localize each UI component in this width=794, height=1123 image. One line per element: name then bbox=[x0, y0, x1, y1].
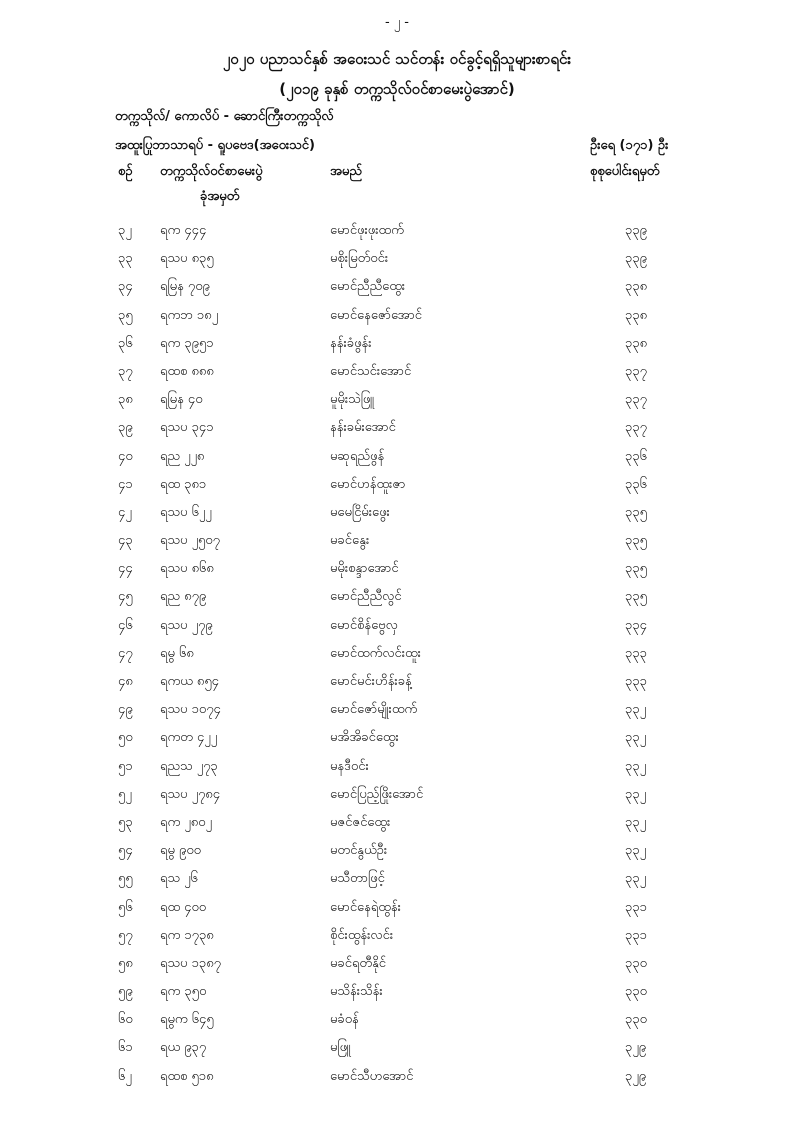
roll-number: ရညသ ၂၇၃ bbox=[160, 758, 218, 774]
row-number: ၄၁ bbox=[118, 476, 133, 492]
roll-number: ရမြန ၄၀ bbox=[160, 392, 203, 408]
roll-number: ရသပ ၁၀၇၄ bbox=[160, 702, 221, 718]
total-score: ၃၃၅ bbox=[625, 589, 647, 605]
document-subtitle: (၂၀၁၉ ခုနှစ် တက္ကသိုလ်ဝင်စာမေးပွဲအောင်) bbox=[279, 80, 515, 98]
table-row bbox=[0, 814, 794, 842]
roll-number: ရကတ ၄၂၂ bbox=[160, 730, 218, 746]
row-number: ၅၆ bbox=[118, 899, 133, 915]
roll-number: ရသပ ၂၇၉ bbox=[160, 617, 213, 633]
total-score: ၃၃၂ bbox=[625, 843, 647, 859]
table-row bbox=[0, 307, 794, 335]
table-row bbox=[0, 870, 794, 898]
total-score: ၃၃၃ bbox=[625, 674, 647, 689]
row-number: ၅၇ bbox=[118, 927, 133, 943]
student-name: မခင်နွေး bbox=[330, 533, 370, 549]
row-number: ၅၅ bbox=[118, 871, 133, 887]
roll-number: ရသပ ၃၄၁ bbox=[160, 420, 214, 436]
row-number: ၆၀ bbox=[118, 1012, 133, 1028]
row-number: ၄၉ bbox=[118, 702, 133, 718]
roll-number: ရည ၂၂၈ bbox=[160, 448, 205, 464]
row-number: ၄၇ bbox=[118, 645, 133, 661]
total-score: ၃၃၈ bbox=[625, 279, 648, 295]
total-score: ၃၃၂ bbox=[625, 786, 647, 802]
results-table bbox=[0, 222, 794, 1096]
row-number: ၅၈ bbox=[118, 955, 133, 971]
table-row bbox=[0, 448, 794, 476]
table-row bbox=[0, 335, 794, 363]
student-name: မသီတာဖြင့် bbox=[330, 871, 385, 887]
table-row bbox=[0, 786, 794, 814]
total-score: ၃၃၂ bbox=[625, 702, 647, 718]
row-number: ၅၉ bbox=[118, 984, 133, 1000]
total-score: ၃၃၇ bbox=[625, 420, 647, 436]
student-name: မစိုးမြတ်ဝင်း bbox=[330, 251, 389, 267]
header-name: အမည် bbox=[330, 164, 362, 179]
roll-number: ရယ ၉၃၇ bbox=[160, 1040, 207, 1056]
student-name: မောင်နေရဲထွန်း bbox=[330, 899, 401, 915]
student-name: မအိအိခင်ထွေး bbox=[330, 730, 399, 746]
roll-number: ရမွ ၉၀၀ bbox=[160, 843, 201, 859]
roll-number: ရသ ၂၆ bbox=[160, 871, 198, 887]
total-score: ၃၃၅ bbox=[625, 504, 647, 520]
table-row bbox=[0, 955, 794, 983]
row-number: ၄၂ bbox=[118, 504, 132, 520]
row-number: ၅၃ bbox=[118, 814, 133, 830]
row-number: ၅၄ bbox=[118, 843, 133, 859]
table-row bbox=[0, 222, 794, 250]
table-row bbox=[0, 927, 794, 955]
total-score: ၃၃၈ bbox=[625, 335, 648, 351]
university-line: တက္ကသိုလ်/ ကောလိပ် - ‌ဆောင်ကြီးတက္ကသိုလ် bbox=[115, 109, 334, 124]
page-number: - ၂ - bbox=[384, 15, 410, 30]
total-score: ၃၃၉ bbox=[625, 223, 647, 238]
student-name: နန်းခံဖွန်း bbox=[330, 335, 372, 351]
total-score: ၃၃၀ bbox=[625, 984, 647, 1000]
table-row bbox=[0, 1011, 794, 1039]
total-score: ၃၃၈ bbox=[625, 307, 648, 323]
student-name: မောင်ညီညီထွေး bbox=[330, 279, 406, 295]
row-number: ၄၄ bbox=[118, 561, 133, 577]
table-row bbox=[0, 645, 794, 673]
roll-number: ရမွက ၆၄၅ bbox=[160, 1012, 214, 1028]
roll-number: ရည ၈၇၉ bbox=[160, 589, 207, 605]
total-score: ၃၃၇ bbox=[625, 363, 647, 379]
student-name: မောင်ညီညီလွင် bbox=[330, 589, 402, 605]
student-name: မူမိုးသဲဖြူ bbox=[330, 392, 375, 408]
total-score: ၃၃၇ bbox=[625, 392, 647, 408]
roll-number: ရက ၁၇၃၈ bbox=[160, 927, 214, 943]
table-row bbox=[0, 504, 794, 532]
total-score: ၃၃၁ bbox=[625, 927, 647, 943]
student-name: မနဒီဝင်း bbox=[330, 758, 369, 774]
total-score: ၃၃၆ bbox=[625, 448, 647, 464]
student-name: မတင်နွယ်ဦး bbox=[330, 843, 388, 859]
total-score: ၃၃၀ bbox=[625, 955, 647, 971]
table-row bbox=[0, 588, 794, 616]
student-name: မောင်မင်းဟိန်းခန့် bbox=[330, 674, 412, 689]
student-name: မောင်ဟန်ထူးဇာ bbox=[330, 476, 406, 492]
table-row bbox=[0, 560, 794, 588]
student-name: မမိုးစန္ဒာအောင် bbox=[330, 561, 399, 577]
roll-number: ရမွ ၆၈ bbox=[160, 645, 194, 661]
student-name: စိုင်းထွန်းလင်း bbox=[330, 927, 394, 943]
row-number: ၄၆ bbox=[118, 617, 133, 633]
student-name: မောင်သီဟအောင် bbox=[330, 1068, 414, 1084]
table-row bbox=[0, 1068, 794, 1096]
table-row bbox=[0, 758, 794, 786]
student-name: မဖြူ bbox=[330, 1040, 351, 1056]
roll-number: ရက ၂၈၀၂ bbox=[160, 814, 212, 830]
total-score: ၃၃၁ bbox=[625, 899, 647, 915]
major-line: အထူးပြုဘာသာရပ် - ရူပဗေဒ(အဝေးသင်) bbox=[115, 138, 315, 153]
student-name: မောင်စိန်ဗွေလှ bbox=[330, 617, 398, 633]
table-row bbox=[0, 250, 794, 278]
roll-number: ရက ၃၅၀ bbox=[160, 984, 207, 1000]
student-name: မဇင်ဇင်ထွေး bbox=[330, 814, 391, 830]
total-score: ၃၃၅ bbox=[625, 561, 647, 577]
table-row bbox=[0, 983, 794, 1011]
header-roll-number-line2: ခုံအမှတ် bbox=[200, 189, 240, 204]
student-name: မခံဝန် bbox=[330, 1012, 359, 1028]
total-score: ၃၃၃ bbox=[625, 645, 647, 661]
roll-number: ရက ၄၄၄ bbox=[160, 223, 207, 238]
row-number: ၃၃ bbox=[118, 251, 133, 267]
table-row bbox=[0, 729, 794, 757]
roll-number: ရသပ ၂၇၈၄ bbox=[160, 786, 221, 802]
document-title: ၂၀၂၀ ပညာသင်နှစ် အဝေးသင် သင်တန်း ဝင်ခွင့်ရရှိသူများစာရင်း bbox=[222, 50, 572, 68]
row-number: ၄၈ bbox=[118, 674, 133, 689]
table-row bbox=[0, 278, 794, 306]
row-number: ၆၁ bbox=[118, 1040, 133, 1056]
row-number: ၆၂ bbox=[118, 1068, 132, 1084]
table-row bbox=[0, 617, 794, 645]
total-score: ၃၃၂ bbox=[625, 871, 647, 887]
table-row bbox=[0, 842, 794, 870]
total-score: ၃၃၄ bbox=[625, 617, 647, 633]
roll-number: ရကယ ၈၅၄ bbox=[160, 674, 219, 689]
roll-number: ရထစ ၈၈၈ bbox=[160, 363, 214, 379]
table-row bbox=[0, 476, 794, 504]
total-score: ၃၂၉ bbox=[625, 1068, 647, 1084]
table-row bbox=[0, 419, 794, 447]
row-number: ၃၂ bbox=[118, 223, 132, 238]
row-number: ၄၀ bbox=[118, 448, 133, 464]
student-name: နန်းခမ်းအောင် bbox=[330, 420, 396, 436]
row-number: ၃၄ bbox=[118, 279, 133, 295]
header-roll-number: တက္ကသိုလ်ဝင်စာမေးပွဲ bbox=[160, 164, 263, 179]
total-score: ၃၃၉ bbox=[625, 251, 647, 267]
table-row bbox=[0, 1039, 794, 1067]
row-number: ၄၃ bbox=[118, 533, 133, 549]
roll-number: ရသပ ၆၂၂ bbox=[160, 504, 212, 520]
roll-number: ရထ ၃၈၁ bbox=[160, 476, 207, 492]
total-count: ဦးရေ (၁၇၁) ဦး bbox=[590, 138, 669, 153]
roll-number: ရက ၃၉၅၁ bbox=[160, 335, 214, 351]
row-number: ၅၁ bbox=[118, 758, 133, 774]
total-score: ၃၃၅ bbox=[625, 533, 647, 549]
roll-number: ရထ ၄၀၀ bbox=[160, 899, 207, 915]
roll-number: ရသပ ၁၃၈၇ bbox=[160, 955, 221, 971]
header-no: စဉ် bbox=[118, 164, 133, 179]
total-score: ၃၃၀ bbox=[625, 1012, 647, 1028]
row-number: ၃၅ bbox=[118, 307, 133, 323]
row-number: ၅၀ bbox=[118, 730, 133, 746]
table-row bbox=[0, 673, 794, 701]
total-score: ၃၃၂ bbox=[625, 814, 647, 830]
total-score: ၃၃၂ bbox=[625, 730, 647, 746]
student-name: မောင်ဖုးဖုးထက် bbox=[330, 223, 404, 238]
total-score: ၃၃၂ bbox=[625, 758, 647, 774]
student-name: မဆုရည်ဖွန် bbox=[330, 448, 385, 464]
student-name: မောင်ပြည့်ဖြိုးအောင် bbox=[330, 786, 424, 802]
student-name: မမေငြိမ်းဖွေး bbox=[330, 504, 390, 520]
total-score: ၃၂၉ bbox=[625, 1040, 647, 1056]
header-total-score: စုစုပေါင်းရမှတ် bbox=[590, 164, 660, 179]
row-number: ၃၈ bbox=[118, 392, 133, 408]
student-name: မောင်နေဇော်အောင် bbox=[330, 307, 423, 323]
student-name: မခင်ရတီနိုင် bbox=[330, 955, 386, 971]
row-number: ၅၂ bbox=[118, 786, 132, 802]
roll-number: ရထစ ၅၁၈ bbox=[160, 1068, 214, 1084]
table-row bbox=[0, 701, 794, 729]
student-name: မောင်ထက်လင်းထူး bbox=[330, 645, 421, 661]
roll-number: ရသပ ၈၆၈ bbox=[160, 561, 214, 577]
row-number: ၄၅ bbox=[118, 589, 133, 605]
roll-number: ရမြန ၇၀၉ bbox=[160, 279, 210, 295]
student-name: မသိန်းသိန်း bbox=[330, 984, 383, 1000]
roll-number: ရသပ ၈၃၅ bbox=[160, 251, 214, 267]
row-number: ၃၆ bbox=[118, 335, 133, 351]
row-number: ၃၉ bbox=[118, 420, 133, 436]
student-name: မောင်ဇော်မျိုးထက် bbox=[330, 702, 418, 718]
table-row bbox=[0, 391, 794, 419]
student-name: မောင်သင်းအောင် bbox=[330, 363, 412, 379]
roll-number: ရသပ ၂၅၀၇ bbox=[160, 533, 220, 549]
table-row bbox=[0, 532, 794, 560]
table-row bbox=[0, 899, 794, 927]
table-row bbox=[0, 363, 794, 391]
row-number: ၃၇ bbox=[118, 363, 133, 379]
roll-number: ရကဘ ၁၈၂ bbox=[160, 307, 218, 323]
total-score: ၃၃၆ bbox=[625, 476, 647, 492]
